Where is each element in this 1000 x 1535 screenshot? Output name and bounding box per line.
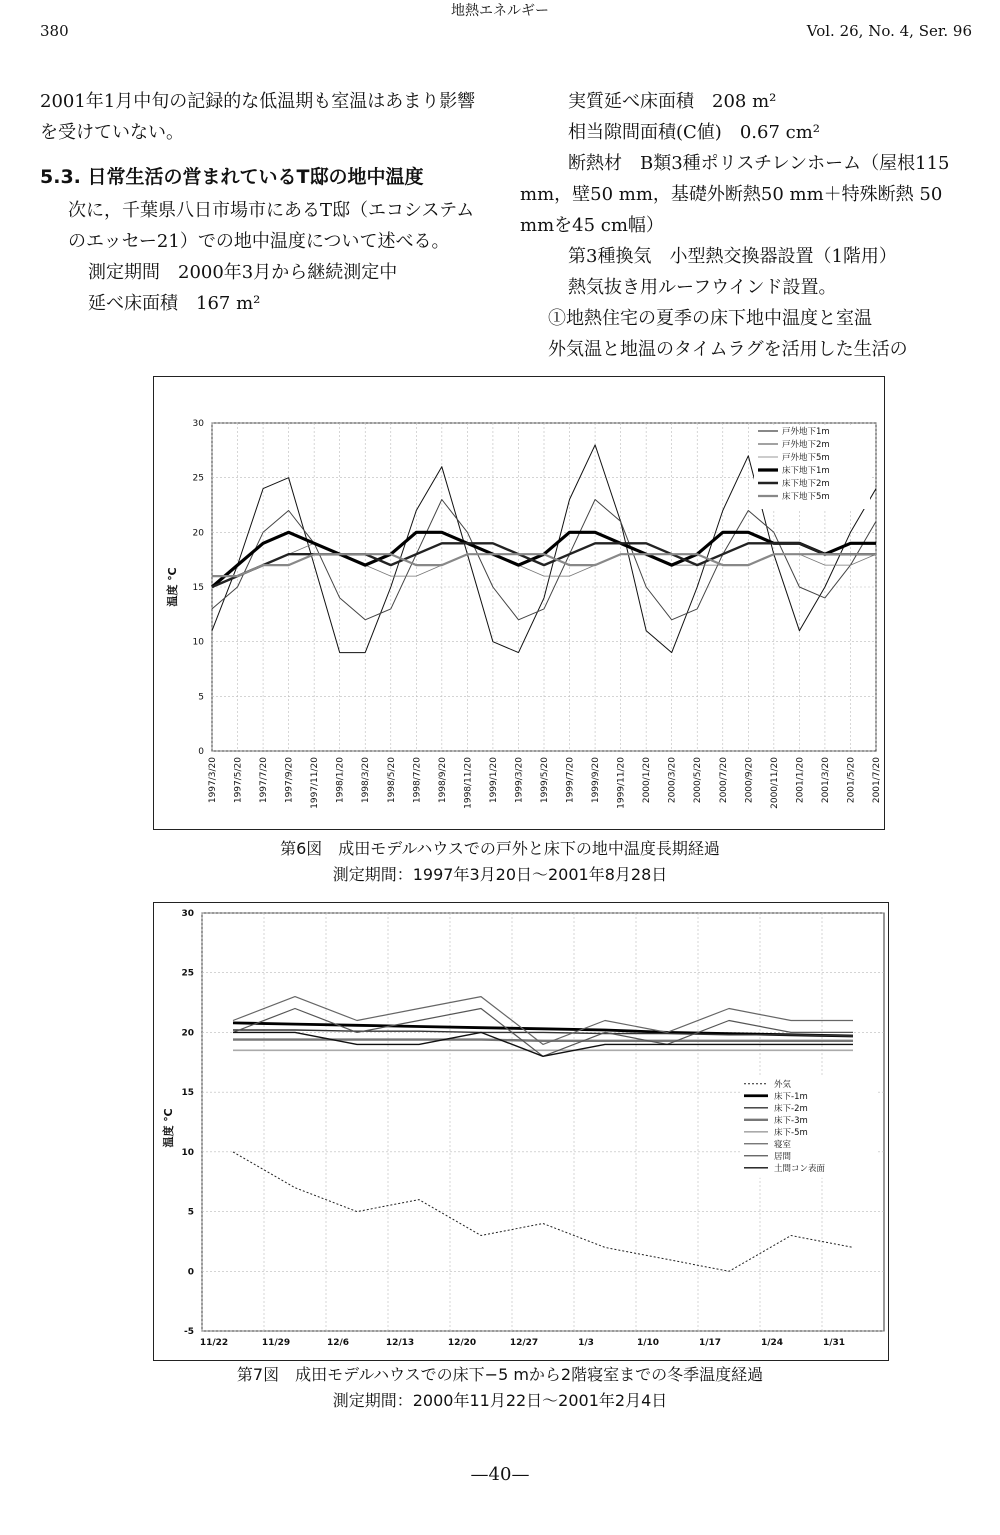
x-tick-label: 1998/11/20 [463,757,474,809]
paragraph: 外気温と地温のタイムラグを活用した生活の [548,339,908,360]
legend-box [740,1076,876,1178]
y-tick-label: -5 [184,1327,194,1337]
y-tick-label: 15 [192,583,204,593]
y-tick-label: 5 [198,692,204,703]
y-tick-label: 0 [198,747,204,757]
spec-line: 第3種換気 小型熱交換器設置（1階用） [568,246,897,267]
x-tick-label: 1/3 [578,1338,594,1348]
x-tick-label: 1997/5/20 [233,757,244,804]
legend-label: 床下地下5m [782,492,830,502]
paragraph: 2001年1月中旬の記録的な低温期も室温はあまり影響を受けていない。 [40,91,476,143]
legend-label: 床下地下2m [782,479,830,489]
x-tick-label: 1997/3/20 [208,757,218,804]
figure-7-chart [153,902,889,1361]
legend-label: 外気 [774,1079,792,1090]
y-tick-label: 30 [181,909,194,919]
legend-label: 戸外地下5m [782,453,830,463]
legend-label: 戸外地下2m [782,440,830,450]
figure-7-caption-period: 測定期間：2000年11月22日～2001年2月4日 [332,1391,668,1410]
x-tick-label: 2000/1/20 [642,757,653,804]
x-tick-label: 1999/5/20 [540,757,550,804]
legend-label: 床下-2m [774,1103,808,1114]
legend-label: 寝室 [774,1139,792,1150]
y-tick-label: 20 [181,1028,194,1039]
x-tick-label: 1997/9/20 [284,757,295,804]
legend-label: 土間コン表面 [774,1163,826,1174]
x-tick-label: 1999/1/20 [488,757,499,804]
x-tick-label: 1997/11/20 [310,757,321,809]
x-tick-label: 1999/11/20 [616,757,627,809]
spec-line: 断熱材 B類3種ポリスチレンホーム（屋根115 mm，壁50 mm，基礎外断熱50 mm＋特殊断熱 50 mmを45 cm幅） [520,153,950,236]
spec-line: 実質延べ床面積 208 m² [568,91,777,112]
x-tick-label: 12/13 [385,1338,415,1348]
paragraph: 次に，千葉県八日市場市にあるT邸（エコシステムのエッセー21）での地中温度について述べる。 [68,200,475,252]
x-tick-label: 2001/7/20 [872,757,882,804]
x-tick-label: 2001/1/20 [795,757,806,804]
y-tick-label: 30 [192,419,204,429]
x-tick-label: 2000/7/20 [718,757,729,804]
y-tick-label: 20 [192,528,204,539]
figure-6-caption [0,836,1000,888]
spec-line: 相当隙間面積(C値) 0.67 cm² [568,122,820,143]
legend-label: 床下-5m [774,1127,808,1138]
x-tick-label: 1999/9/20 [591,757,602,804]
list-item: ①地熱住宅の夏季の床下地中温度と室温 [548,308,872,329]
y-tick-label: 15 [181,1088,194,1099]
x-tick-label: 12/6 [326,1338,350,1348]
x-tick-label: 12/20 [447,1338,477,1348]
x-tick-label: 1/31 [822,1338,846,1348]
x-tick-label: 12/27 [509,1338,539,1348]
x-tick-label: 2000/5/20 [693,757,704,804]
legend-label: 床下-1m [774,1091,808,1102]
x-tick-label: 1/17 [698,1338,722,1348]
y-tick-label: 25 [181,968,194,979]
legend-label: 床下地下1m [782,466,830,476]
y-axis-label: 温度 ℃ [166,567,179,607]
x-tick-label: 2000/9/20 [744,757,755,804]
figure-7-caption-title: 第7図 成田モデルハウスでの床下−5 mから2階寝室までの冬季温度経過 [236,1365,764,1384]
figure-6-caption-title: 第6図 成田モデルハウスでの戸外と床下の地中温度長期経過 [280,839,720,858]
section-heading: 5.3. 日常生活の営まれているT邸の地中温度 [40,166,424,188]
figure-7-svg [154,903,888,1360]
y-tick-label: 25 [192,473,204,484]
x-tick-label: 1997/7/20 [259,757,270,804]
x-tick-label: 1998/3/20 [361,757,372,804]
x-tick-label: 1/10 [636,1338,660,1348]
y-tick-label: 0 [187,1267,194,1278]
x-tick-label: 1998/5/20 [386,757,397,804]
y-tick-label: 10 [192,637,204,648]
figure-6-caption-period: 測定期間：1997年3月20日～2001年8月28日 [332,865,668,884]
x-tick-label: 1998/1/20 [335,757,346,804]
journal-title: 地熱エネルギー [451,3,549,19]
series-line [233,1040,853,1041]
left-column [40,86,490,319]
legend-label: 床下-3m [774,1115,808,1126]
x-tick-label: 1998/9/20 [437,757,448,804]
legend-label: 戸外地下1m [782,427,830,437]
spec-line: 延べ床面積 167 m² [88,293,261,314]
volume-info: Vol. 26, No. 4, Ser. 96 [806,22,972,40]
y-tick-label: 10 [181,1147,194,1158]
page-footer: —40— [470,1464,530,1485]
legend-label: 居間 [774,1151,792,1162]
x-tick-label: 2001/5/20 [846,757,857,804]
x-tick-label: 11/22 [199,1338,229,1348]
x-tick-label: 1999/7/20 [565,757,576,804]
x-tick-label: 11/29 [261,1338,291,1348]
figure-6-svg [154,377,884,829]
spec-line: 熱気抜き用ルーフウインド設置。 [568,277,837,298]
x-tick-label: 2000/11/20 [769,757,780,809]
figure-6-chart [153,376,885,830]
figure-7-caption [0,1362,1000,1414]
x-tick-label: 1/24 [760,1338,784,1348]
spec-line: 測定期間 2000年3月から継続測定中 [88,262,398,283]
x-tick-label: 2000/3/20 [667,757,678,804]
x-tick-label: 2001/3/20 [820,757,831,804]
x-tick-label: 1998/7/20 [412,757,423,804]
y-axis-label: 温度 ℃ [162,1108,175,1148]
right-column [520,86,980,365]
page-number: 380 [40,22,69,40]
y-tick-label: 5 [187,1207,194,1218]
x-tick-label: 1999/3/20 [514,757,525,804]
